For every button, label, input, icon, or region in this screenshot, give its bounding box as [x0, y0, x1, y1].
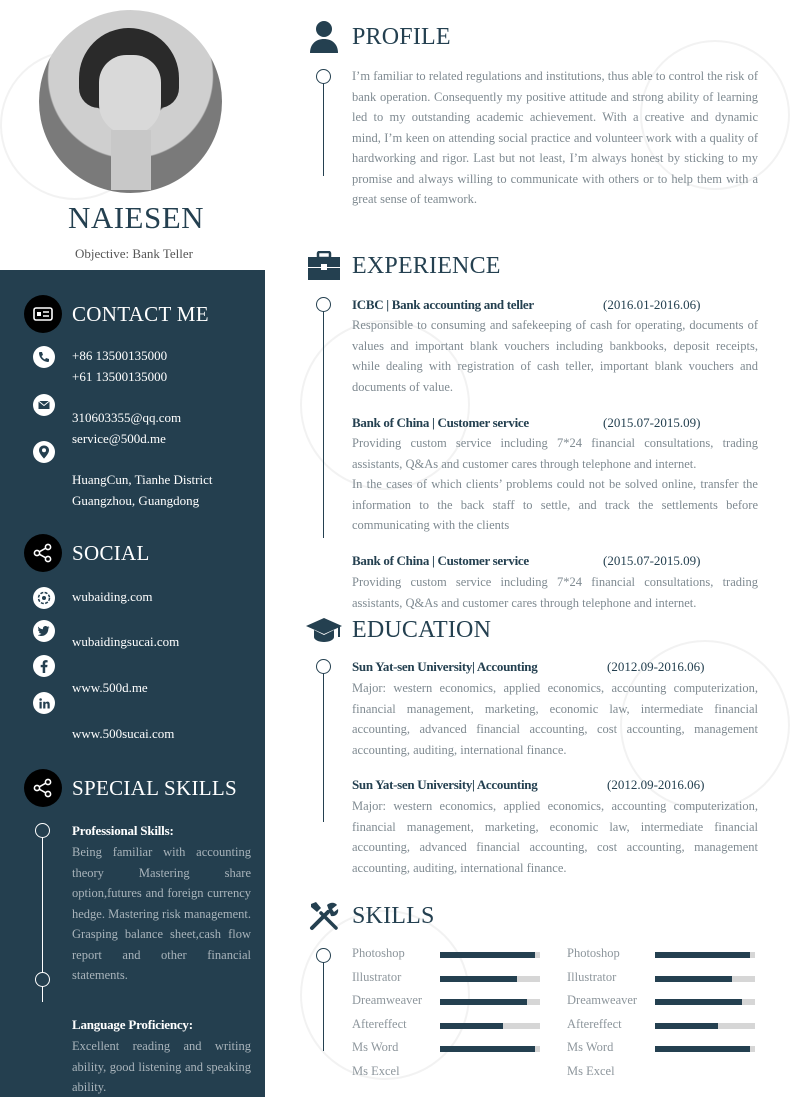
timeline-dot — [316, 69, 331, 84]
contact-title: CONTACT ME — [72, 301, 209, 326]
timeline-line — [323, 304, 324, 538]
skill-level-bar — [440, 1023, 540, 1029]
experience-entry-date: (2016.01-2016.06) — [603, 297, 701, 312]
skill-level-bar — [655, 999, 755, 1005]
skill-level-fill — [655, 999, 742, 1005]
timeline-line — [323, 76, 324, 176]
profile-title: PROFILE — [352, 23, 451, 50]
social-link[interactable]: wubaidingsucai.com — [72, 634, 180, 649]
profile-text: I’m familiar to related regulations and institutions, thus able to control the risk of bank operation. Consequently my positive attitude and strong ability of learning led to my outstanding academic achievement. With a creative and dynamic mind, I’m keen on attending social practice and volunteer work with a quality of hardworking and rigor. Last but not least, I’m always honest by sticking to my promise and always willing to communicate with others or to help them with a great sense of teamwork. — [352, 69, 758, 206]
experience-heading — [305, 247, 501, 285]
share-icon — [24, 769, 62, 807]
contact-heading — [24, 295, 209, 333]
timeline-dot — [316, 659, 331, 674]
skill-name: Illustrator — [567, 969, 617, 984]
skills-title: SKILLS — [352, 902, 435, 929]
experience-entry-text: Responsible to consuming and safekeeping of cash for operating, documents of values and important blank vouchers including bankbooks, deposit receipts, while dealing with registration of cash teller, important blank vouchers and documents of value. — [352, 318, 758, 394]
education-entry-text: Major: western economics, applied economics, accounting computerization, financial management, marketing, economic law, intermediate financial accounting, advanced financial accounting, cost accounting, management accounting, auditing, international finance. — [352, 681, 758, 757]
skill-level-fill — [655, 952, 750, 958]
skill-level-fill — [440, 1023, 503, 1029]
email-address[interactable]: 310603355@qq.com — [72, 410, 182, 425]
skill-level-fill — [440, 1046, 535, 1052]
language-proficiency-text: Excellent reading and writing ability, good listening and speaking ability. — [72, 1039, 251, 1094]
education-entry-title: Sun Yat-sen University| Accounting — [352, 777, 538, 792]
web-icon — [33, 587, 55, 609]
skill-level-bar — [655, 952, 755, 958]
address-line: HuangCun, Tianhe District — [72, 472, 213, 487]
special-skills-heading — [24, 769, 237, 807]
skill-name: Dreamweaver — [567, 993, 638, 1007]
experience-entry-date: (2015.07-2015.09) — [603, 415, 701, 430]
profile-name: NAIESEN — [67, 200, 205, 235]
timeline-dot — [316, 297, 331, 312]
phone-number[interactable]: +86 13500135000 — [72, 348, 168, 363]
experience-entry-title: ICBC | Bank accounting and teller — [352, 297, 534, 312]
timeline-line — [323, 955, 324, 1051]
twitter-icon — [33, 620, 55, 642]
id-card-icon — [24, 295, 62, 333]
social-link[interactable]: wubaiding.com — [72, 589, 153, 604]
address-line: Guangzhou, Guangdong — [72, 493, 200, 508]
education-title: EDUCATION — [352, 616, 492, 643]
skill-level-fill — [655, 1023, 718, 1029]
social-link[interactable]: www.500sucai.com — [72, 726, 175, 741]
skill-level-fill — [440, 999, 527, 1005]
professional-skills-title: Professional Skills: — [72, 823, 174, 838]
skills-heading — [305, 897, 435, 935]
tools-icon — [305, 897, 343, 935]
skill-name: Ms Excel — [352, 1063, 400, 1078]
skill-level-bar — [655, 1046, 755, 1052]
experience-entry-text: Providing custom service including 7*24 financial consultations, trading assistants, Q&As and customer cares through telephone and internet. — [352, 436, 758, 471]
timeline-dot — [35, 823, 50, 838]
linkedin-icon — [33, 692, 55, 714]
experience-title: EXPERIENCE — [352, 252, 501, 279]
skill-level-bar — [440, 999, 540, 1005]
education-entry-text: Major: western economics, applied economics, accounting computerization, financial management, marketing, economic law, intermediate financial accounting, advanced financial accounting, cost accounting, management accounting, auditing, international finance. — [352, 799, 758, 875]
special-skills-title: SPECIAL SKILLS — [72, 775, 238, 800]
skill-level-bar — [655, 1023, 755, 1029]
education-heading — [305, 611, 491, 649]
timeline-line — [323, 666, 324, 822]
avatar — [39, 10, 222, 193]
education-entry-title: Sun Yat-sen University| Accounting — [352, 659, 538, 674]
skill-level-fill — [655, 976, 732, 982]
skill-name: Aftereffect — [352, 1016, 407, 1031]
person-icon — [305, 18, 343, 56]
timeline-dot — [35, 972, 50, 987]
social-link[interactable]: www.500d.me — [72, 680, 148, 695]
skill-level-fill — [440, 952, 535, 958]
skill-level-bar — [440, 976, 540, 982]
skill-name: Dreamweaver — [352, 993, 423, 1007]
facebook-icon — [33, 655, 55, 677]
skill-name: Illustrator — [352, 969, 402, 984]
skill-level-fill — [655, 1046, 750, 1052]
language-proficiency-title: Language Proficiency: — [72, 1017, 193, 1032]
experience-entry-text: In the cases of which clients’ problems could not be solved online, transfer the information to the back staff to settle, and track the settlements before communicating with the clients — [352, 477, 758, 532]
profile-heading — [305, 18, 451, 56]
objective: Objective: Bank Teller — [75, 246, 193, 261]
skill-name: Ms Word — [567, 1040, 614, 1054]
professional-skills-text: Being familiar with accounting theory Mastering share option,futures and foreign currency hedge. Mastering risk management. Grasping balance sheet,cash flow report and other financial statements. — [72, 845, 251, 982]
social-title: SOCIAL — [72, 540, 150, 565]
timeline-dot — [316, 948, 331, 963]
share-icon — [24, 534, 62, 572]
skill-level-bar — [655, 976, 755, 982]
briefcase-icon — [305, 247, 343, 285]
skill-level-bar — [440, 952, 540, 958]
education-entry-date: (2012.09-2016.06) — [607, 777, 705, 792]
skill-level-fill — [440, 976, 517, 982]
skill-name: Photoshop — [567, 946, 620, 960]
graduation-cap-icon — [305, 611, 343, 649]
skill-name: Aftereffect — [567, 1016, 622, 1031]
skill-name: Ms Word — [352, 1040, 399, 1054]
experience-entry-text: Providing custom service including 7*24 financial consultations, trading assistants, Q&As and customer cares through telephone and internet. — [352, 575, 758, 610]
mail-icon — [33, 394, 55, 416]
social-heading — [24, 534, 150, 572]
experience-entry-title: Bank of China | Customer service — [352, 553, 529, 568]
education-entry-date: (2012.09-2016.06) — [607, 659, 705, 674]
skill-name: Ms Excel — [567, 1063, 615, 1078]
phone-number[interactable]: +61 13500135000 — [72, 369, 168, 384]
experience-entry-date: (2015.07-2015.09) — [603, 553, 701, 568]
location-pin-icon — [33, 441, 55, 463]
experience-entry-title: Bank of China | Customer service — [352, 415, 529, 430]
skill-name: Photoshop — [352, 946, 405, 960]
phone-icon — [33, 346, 55, 368]
email-address[interactable]: service@500d.me — [72, 431, 166, 446]
skill-level-bar — [440, 1046, 540, 1052]
